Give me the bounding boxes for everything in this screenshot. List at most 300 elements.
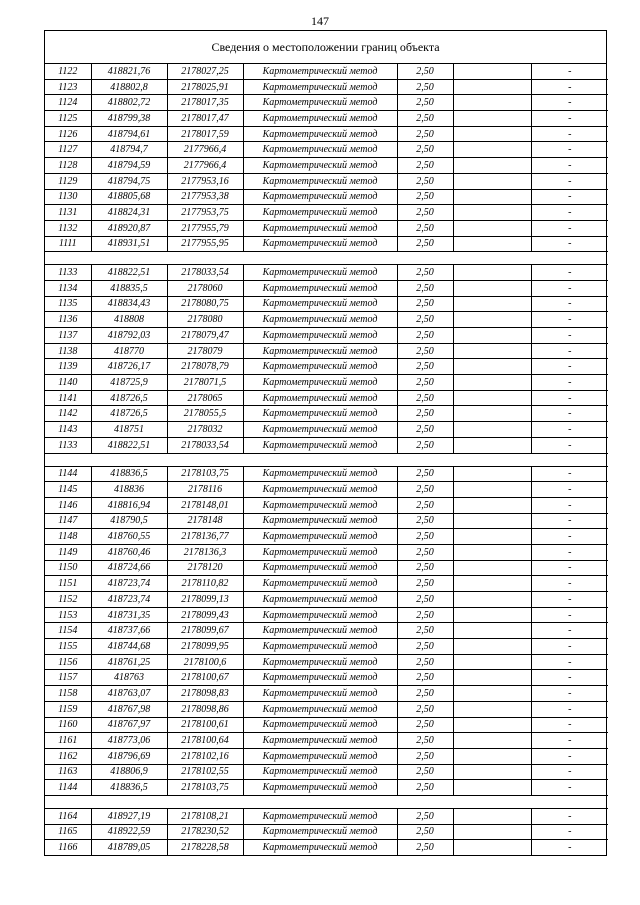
y-coordinate-cell: 2178065 [167, 390, 243, 406]
x-coordinate-cell: 418927,19 [91, 808, 167, 824]
x-coordinate-cell: 418726,5 [91, 390, 167, 406]
method-cell: Картометрический метод [243, 560, 397, 576]
y-coordinate-cell: 2178080 [167, 312, 243, 328]
accuracy-cell: 2,50 [397, 482, 453, 498]
point-number-cell: 1126 [45, 126, 91, 142]
x-coordinate-cell: 418816,94 [91, 497, 167, 513]
method-cell: Картометрический метод [243, 189, 397, 205]
empty-cell [453, 343, 531, 359]
accuracy-cell: 2,50 [397, 717, 453, 733]
point-number-cell: 1144 [45, 780, 91, 796]
description-cell: - [531, 482, 608, 498]
x-coordinate-cell: 418821,76 [91, 64, 167, 79]
x-coordinate-cell: 418836,5 [91, 780, 167, 796]
empty-cell [453, 764, 531, 780]
point-number-cell: 1124 [45, 95, 91, 111]
empty-cell [453, 437, 531, 453]
empty-cell [453, 390, 531, 406]
point-number-cell: 1159 [45, 701, 91, 717]
method-cell: Картометрический метод [243, 824, 397, 840]
point-number-cell: 1132 [45, 220, 91, 236]
point-number-cell: 1111 [45, 236, 91, 252]
empty-cell [453, 654, 531, 670]
y-coordinate-cell: 2177953,38 [167, 189, 243, 205]
y-coordinate-cell: 2177953,75 [167, 205, 243, 221]
description-cell: - [531, 79, 608, 95]
accuracy-cell: 2,50 [397, 466, 453, 482]
empty-cell [453, 265, 531, 281]
point-number-cell: 1138 [45, 343, 91, 359]
empty-cell [453, 111, 531, 127]
empty-cell [453, 205, 531, 221]
point-number-cell: 1142 [45, 406, 91, 422]
y-coordinate-cell: 2178079,47 [167, 328, 243, 344]
accuracy-cell: 2,50 [397, 560, 453, 576]
method-cell: Картометрический метод [243, 733, 397, 749]
group-separator-row [45, 795, 608, 808]
x-coordinate-cell: 418822,51 [91, 265, 167, 281]
table-row [45, 544, 608, 560]
point-number-cell: 1131 [45, 205, 91, 221]
method-cell: Картометрический метод [243, 220, 397, 236]
group-separator-row [45, 252, 608, 265]
description-cell: - [531, 639, 608, 655]
description-cell: - [531, 466, 608, 482]
method-cell: Картометрический метод [243, 375, 397, 391]
x-coordinate-cell: 418802,72 [91, 95, 167, 111]
x-coordinate-cell: 418822,51 [91, 437, 167, 453]
table-row [45, 623, 608, 639]
empty-cell [453, 513, 531, 529]
table-row [45, 205, 608, 221]
description-cell: - [531, 236, 608, 252]
point-number-cell: 1134 [45, 280, 91, 296]
empty-cell [453, 236, 531, 252]
table-row [45, 808, 608, 824]
table-heading: Сведения о местоположении границ объекта [45, 31, 606, 64]
table-row [45, 576, 608, 592]
y-coordinate-cell: 2178136,77 [167, 529, 243, 545]
accuracy-cell: 2,50 [397, 343, 453, 359]
x-coordinate-cell: 418751 [91, 422, 167, 438]
method-cell: Картометрический метод [243, 513, 397, 529]
description-cell: - [531, 544, 608, 560]
accuracy-cell: 2,50 [397, 280, 453, 296]
description-cell: - [531, 437, 608, 453]
description-cell: - [531, 265, 608, 281]
method-cell: Картометрический метод [243, 764, 397, 780]
method-cell: Картометрический метод [243, 142, 397, 158]
method-cell: Картометрический метод [243, 158, 397, 174]
empty-cell [453, 670, 531, 686]
description-cell: - [531, 220, 608, 236]
point-number-cell: 1153 [45, 607, 91, 623]
empty-cell [453, 189, 531, 205]
point-number-cell: 1147 [45, 513, 91, 529]
page-number: 147 [311, 14, 329, 28]
table-row [45, 280, 608, 296]
description-cell: - [531, 111, 608, 127]
y-coordinate-cell: 2178032 [167, 422, 243, 438]
table-row [45, 328, 608, 344]
empty-cell [453, 576, 531, 592]
method-cell: Картометрический метод [243, 437, 397, 453]
accuracy-cell: 2,50 [397, 205, 453, 221]
table-row [45, 560, 608, 576]
x-coordinate-cell: 418799,38 [91, 111, 167, 127]
point-number-cell: 1157 [45, 670, 91, 686]
method-cell: Картометрический метод [243, 654, 397, 670]
y-coordinate-cell: 2178136,3 [167, 544, 243, 560]
method-cell: Картометрический метод [243, 359, 397, 375]
group-separator-cell [45, 795, 608, 808]
point-number-cell: 1122 [45, 64, 91, 79]
description-cell: - [531, 205, 608, 221]
accuracy-cell: 2,50 [397, 513, 453, 529]
y-coordinate-cell: 2178100,64 [167, 733, 243, 749]
y-coordinate-cell: 2178025,91 [167, 79, 243, 95]
empty-cell [453, 780, 531, 796]
table-row [45, 95, 608, 111]
x-coordinate-cell: 418737,66 [91, 623, 167, 639]
table-row [45, 189, 608, 205]
description-cell: - [531, 64, 608, 79]
method-cell: Картометрический метод [243, 544, 397, 560]
table-row [45, 158, 608, 174]
table-row [45, 824, 608, 840]
y-coordinate-cell: 2178100,67 [167, 670, 243, 686]
point-number-cell: 1146 [45, 497, 91, 513]
y-coordinate-cell: 2178099,43 [167, 607, 243, 623]
y-coordinate-cell: 2178060 [167, 280, 243, 296]
point-number-cell: 1151 [45, 576, 91, 592]
method-cell: Картометрический метод [243, 576, 397, 592]
description-cell: - [531, 173, 608, 189]
empty-cell [453, 220, 531, 236]
accuracy-cell: 2,50 [397, 422, 453, 438]
description-cell: - [531, 390, 608, 406]
point-number-cell: 1141 [45, 390, 91, 406]
description-cell: - [531, 654, 608, 670]
method-cell: Картометрический метод [243, 466, 397, 482]
method-cell: Картометрический метод [243, 529, 397, 545]
point-number-cell: 1148 [45, 529, 91, 545]
method-cell: Картометрический метод [243, 422, 397, 438]
group-separator-cell [45, 252, 608, 265]
empty-cell [453, 158, 531, 174]
method-cell: Картометрический метод [243, 748, 397, 764]
y-coordinate-cell: 2178055,5 [167, 406, 243, 422]
method-cell: Картометрический метод [243, 173, 397, 189]
x-coordinate-cell: 418767,97 [91, 717, 167, 733]
table-row [45, 359, 608, 375]
method-cell: Картометрический метод [243, 265, 397, 281]
y-coordinate-cell: 2177966,4 [167, 158, 243, 174]
accuracy-cell: 2,50 [397, 840, 453, 855]
table-row [45, 639, 608, 655]
table-row [45, 437, 608, 453]
description-cell: - [531, 189, 608, 205]
point-number-cell: 1123 [45, 79, 91, 95]
y-coordinate-cell: 2178098,86 [167, 701, 243, 717]
method-cell: Картометрический метод [243, 312, 397, 328]
accuracy-cell: 2,50 [397, 780, 453, 796]
empty-cell [453, 422, 531, 438]
y-coordinate-cell: 2177955,95 [167, 236, 243, 252]
accuracy-cell: 2,50 [397, 764, 453, 780]
method-cell: Картометрический метод [243, 343, 397, 359]
description-cell: - [531, 701, 608, 717]
accuracy-cell: 2,50 [397, 592, 453, 608]
point-number-cell: 1160 [45, 717, 91, 733]
y-coordinate-cell: 2178017,35 [167, 95, 243, 111]
method-cell: Картометрический метод [243, 64, 397, 79]
table-row [45, 142, 608, 158]
coordinates-table [45, 64, 608, 855]
table-row [45, 126, 608, 142]
x-coordinate-cell: 418790,5 [91, 513, 167, 529]
description-cell: - [531, 375, 608, 391]
x-coordinate-cell: 418834,43 [91, 296, 167, 312]
point-number-cell: 1165 [45, 824, 91, 840]
point-number-cell: 1164 [45, 808, 91, 824]
point-number-cell: 1137 [45, 328, 91, 344]
table-row [45, 375, 608, 391]
description-cell: - [531, 592, 608, 608]
description-cell: - [531, 576, 608, 592]
empty-cell [453, 639, 531, 655]
y-coordinate-cell: 2178116 [167, 482, 243, 498]
table-row [45, 654, 608, 670]
table-row [45, 265, 608, 281]
empty-cell [453, 701, 531, 717]
y-coordinate-cell: 2178102,55 [167, 764, 243, 780]
table-row [45, 497, 608, 513]
table-row [45, 717, 608, 733]
point-number-cell: 1158 [45, 686, 91, 702]
y-coordinate-cell: 2178103,75 [167, 466, 243, 482]
method-cell: Картометрический метод [243, 482, 397, 498]
method-cell: Картометрический метод [243, 296, 397, 312]
x-coordinate-cell: 418761,25 [91, 654, 167, 670]
table-row [45, 529, 608, 545]
x-coordinate-cell: 418723,74 [91, 576, 167, 592]
empty-cell [453, 79, 531, 95]
method-cell: Картометрический метод [243, 390, 397, 406]
x-coordinate-cell: 418726,5 [91, 406, 167, 422]
point-number-cell: 1127 [45, 142, 91, 158]
description-cell: - [531, 343, 608, 359]
x-coordinate-cell: 418920,87 [91, 220, 167, 236]
point-number-cell: 1130 [45, 189, 91, 205]
x-coordinate-cell: 418767,98 [91, 701, 167, 717]
y-coordinate-cell: 2178080,75 [167, 296, 243, 312]
accuracy-cell: 2,50 [397, 748, 453, 764]
x-coordinate-cell: 418806,9 [91, 764, 167, 780]
accuracy-cell: 2,50 [397, 95, 453, 111]
empty-cell [453, 466, 531, 482]
accuracy-cell: 2,50 [397, 701, 453, 717]
y-coordinate-cell: 2178148 [167, 513, 243, 529]
table-row [45, 296, 608, 312]
description-cell: - [531, 670, 608, 686]
y-coordinate-cell: 2178017,59 [167, 126, 243, 142]
accuracy-cell: 2,50 [397, 359, 453, 375]
y-coordinate-cell: 2178108,21 [167, 808, 243, 824]
method-cell: Картометрический метод [243, 236, 397, 252]
accuracy-cell: 2,50 [397, 220, 453, 236]
description-cell: - [531, 607, 608, 623]
y-coordinate-cell: 2177953,16 [167, 173, 243, 189]
point-number-cell: 1129 [45, 173, 91, 189]
y-coordinate-cell: 2178100,61 [167, 717, 243, 733]
y-coordinate-cell: 2178071,5 [167, 375, 243, 391]
table-row [45, 686, 608, 702]
accuracy-cell: 2,50 [397, 390, 453, 406]
x-coordinate-cell: 418763,07 [91, 686, 167, 702]
accuracy-cell: 2,50 [397, 623, 453, 639]
x-coordinate-cell: 418794,75 [91, 173, 167, 189]
y-coordinate-cell: 2178099,67 [167, 623, 243, 639]
x-coordinate-cell: 418760,46 [91, 544, 167, 560]
accuracy-cell: 2,50 [397, 173, 453, 189]
accuracy-cell: 2,50 [397, 265, 453, 281]
x-coordinate-cell: 418789,05 [91, 840, 167, 855]
accuracy-cell: 2,50 [397, 733, 453, 749]
y-coordinate-cell: 2178079 [167, 343, 243, 359]
table-row [45, 840, 608, 855]
description-cell: - [531, 717, 608, 733]
description-cell: - [531, 280, 608, 296]
description-cell: - [531, 686, 608, 702]
table-row [45, 733, 608, 749]
table-row [45, 482, 608, 498]
table-row [45, 312, 608, 328]
method-cell: Картометрический метод [243, 780, 397, 796]
description-cell: - [531, 328, 608, 344]
table-row [45, 422, 608, 438]
accuracy-cell: 2,50 [397, 189, 453, 205]
x-coordinate-cell: 418824,31 [91, 205, 167, 221]
description-cell: - [531, 780, 608, 796]
empty-cell [453, 686, 531, 702]
accuracy-cell: 2,50 [397, 126, 453, 142]
table-row [45, 670, 608, 686]
point-number-cell: 1128 [45, 158, 91, 174]
empty-cell [453, 296, 531, 312]
description-cell: - [531, 312, 608, 328]
x-coordinate-cell: 418836 [91, 482, 167, 498]
empty-cell [453, 280, 531, 296]
description-cell: - [531, 142, 608, 158]
accuracy-cell: 2,50 [397, 64, 453, 79]
table-row [45, 173, 608, 189]
point-number-cell: 1152 [45, 592, 91, 608]
accuracy-cell: 2,50 [397, 544, 453, 560]
accuracy-cell: 2,50 [397, 406, 453, 422]
description-cell: - [531, 623, 608, 639]
table-row [45, 513, 608, 529]
empty-cell [453, 328, 531, 344]
x-coordinate-cell: 418725,9 [91, 375, 167, 391]
empty-cell [453, 560, 531, 576]
y-coordinate-cell: 2178100,6 [167, 654, 243, 670]
empty-cell [453, 312, 531, 328]
description-cell: - [531, 497, 608, 513]
method-cell: Картометрический метод [243, 79, 397, 95]
accuracy-cell: 2,50 [397, 79, 453, 95]
y-coordinate-cell: 2178148,01 [167, 497, 243, 513]
accuracy-cell: 2,50 [397, 158, 453, 174]
point-number-cell: 1144 [45, 466, 91, 482]
accuracy-cell: 2,50 [397, 375, 453, 391]
description-cell: - [531, 560, 608, 576]
method-cell: Картометрический метод [243, 126, 397, 142]
y-coordinate-cell: 2178099,95 [167, 639, 243, 655]
description-cell: - [531, 158, 608, 174]
empty-cell [453, 126, 531, 142]
x-coordinate-cell: 418760,55 [91, 529, 167, 545]
x-coordinate-cell: 418724,66 [91, 560, 167, 576]
description-cell: - [531, 748, 608, 764]
empty-cell [453, 733, 531, 749]
method-cell: Картометрический метод [243, 95, 397, 111]
table-row [45, 220, 608, 236]
method-cell: Картометрический метод [243, 607, 397, 623]
empty-cell [453, 623, 531, 639]
point-number-cell: 1155 [45, 639, 91, 655]
accuracy-cell: 2,50 [397, 296, 453, 312]
empty-cell [453, 808, 531, 824]
y-coordinate-cell: 2178120 [167, 560, 243, 576]
empty-cell [453, 359, 531, 375]
accuracy-cell: 2,50 [397, 670, 453, 686]
y-coordinate-cell: 2178228,58 [167, 840, 243, 855]
empty-cell [453, 607, 531, 623]
point-number-cell: 1143 [45, 422, 91, 438]
table-row [45, 701, 608, 717]
accuracy-cell: 2,50 [397, 654, 453, 670]
empty-cell [453, 173, 531, 189]
y-coordinate-cell: 2178033,54 [167, 437, 243, 453]
x-coordinate-cell: 418723,74 [91, 592, 167, 608]
empty-cell [453, 529, 531, 545]
x-coordinate-cell: 418744,68 [91, 639, 167, 655]
table-row [45, 64, 608, 79]
x-coordinate-cell: 418835,5 [91, 280, 167, 296]
method-cell: Картометрический метод [243, 497, 397, 513]
accuracy-cell: 2,50 [397, 312, 453, 328]
description-cell: - [568, 842, 572, 854]
method-cell: Картометрический метод [243, 717, 397, 733]
y-coordinate-cell: 2177955,79 [167, 220, 243, 236]
accuracy-cell: 2,50 [397, 497, 453, 513]
description-cell: - [531, 513, 608, 529]
accuracy-cell: 2,50 [397, 437, 453, 453]
empty-cell [453, 64, 531, 79]
accuracy-cell: 2,50 [397, 236, 453, 252]
point-number-cell: 1161 [45, 733, 91, 749]
method-cell: Картометрический метод [243, 639, 397, 655]
point-number-cell: 1139 [45, 359, 91, 375]
description-cell: - [531, 359, 608, 375]
y-coordinate-cell: 2178102,16 [167, 748, 243, 764]
x-coordinate-cell: 418794,61 [91, 126, 167, 142]
x-coordinate-cell: 418922,59 [91, 824, 167, 840]
y-coordinate-cell: 2178099,13 [167, 592, 243, 608]
y-coordinate-cell: 2178110,82 [167, 576, 243, 592]
empty-cell [453, 717, 531, 733]
